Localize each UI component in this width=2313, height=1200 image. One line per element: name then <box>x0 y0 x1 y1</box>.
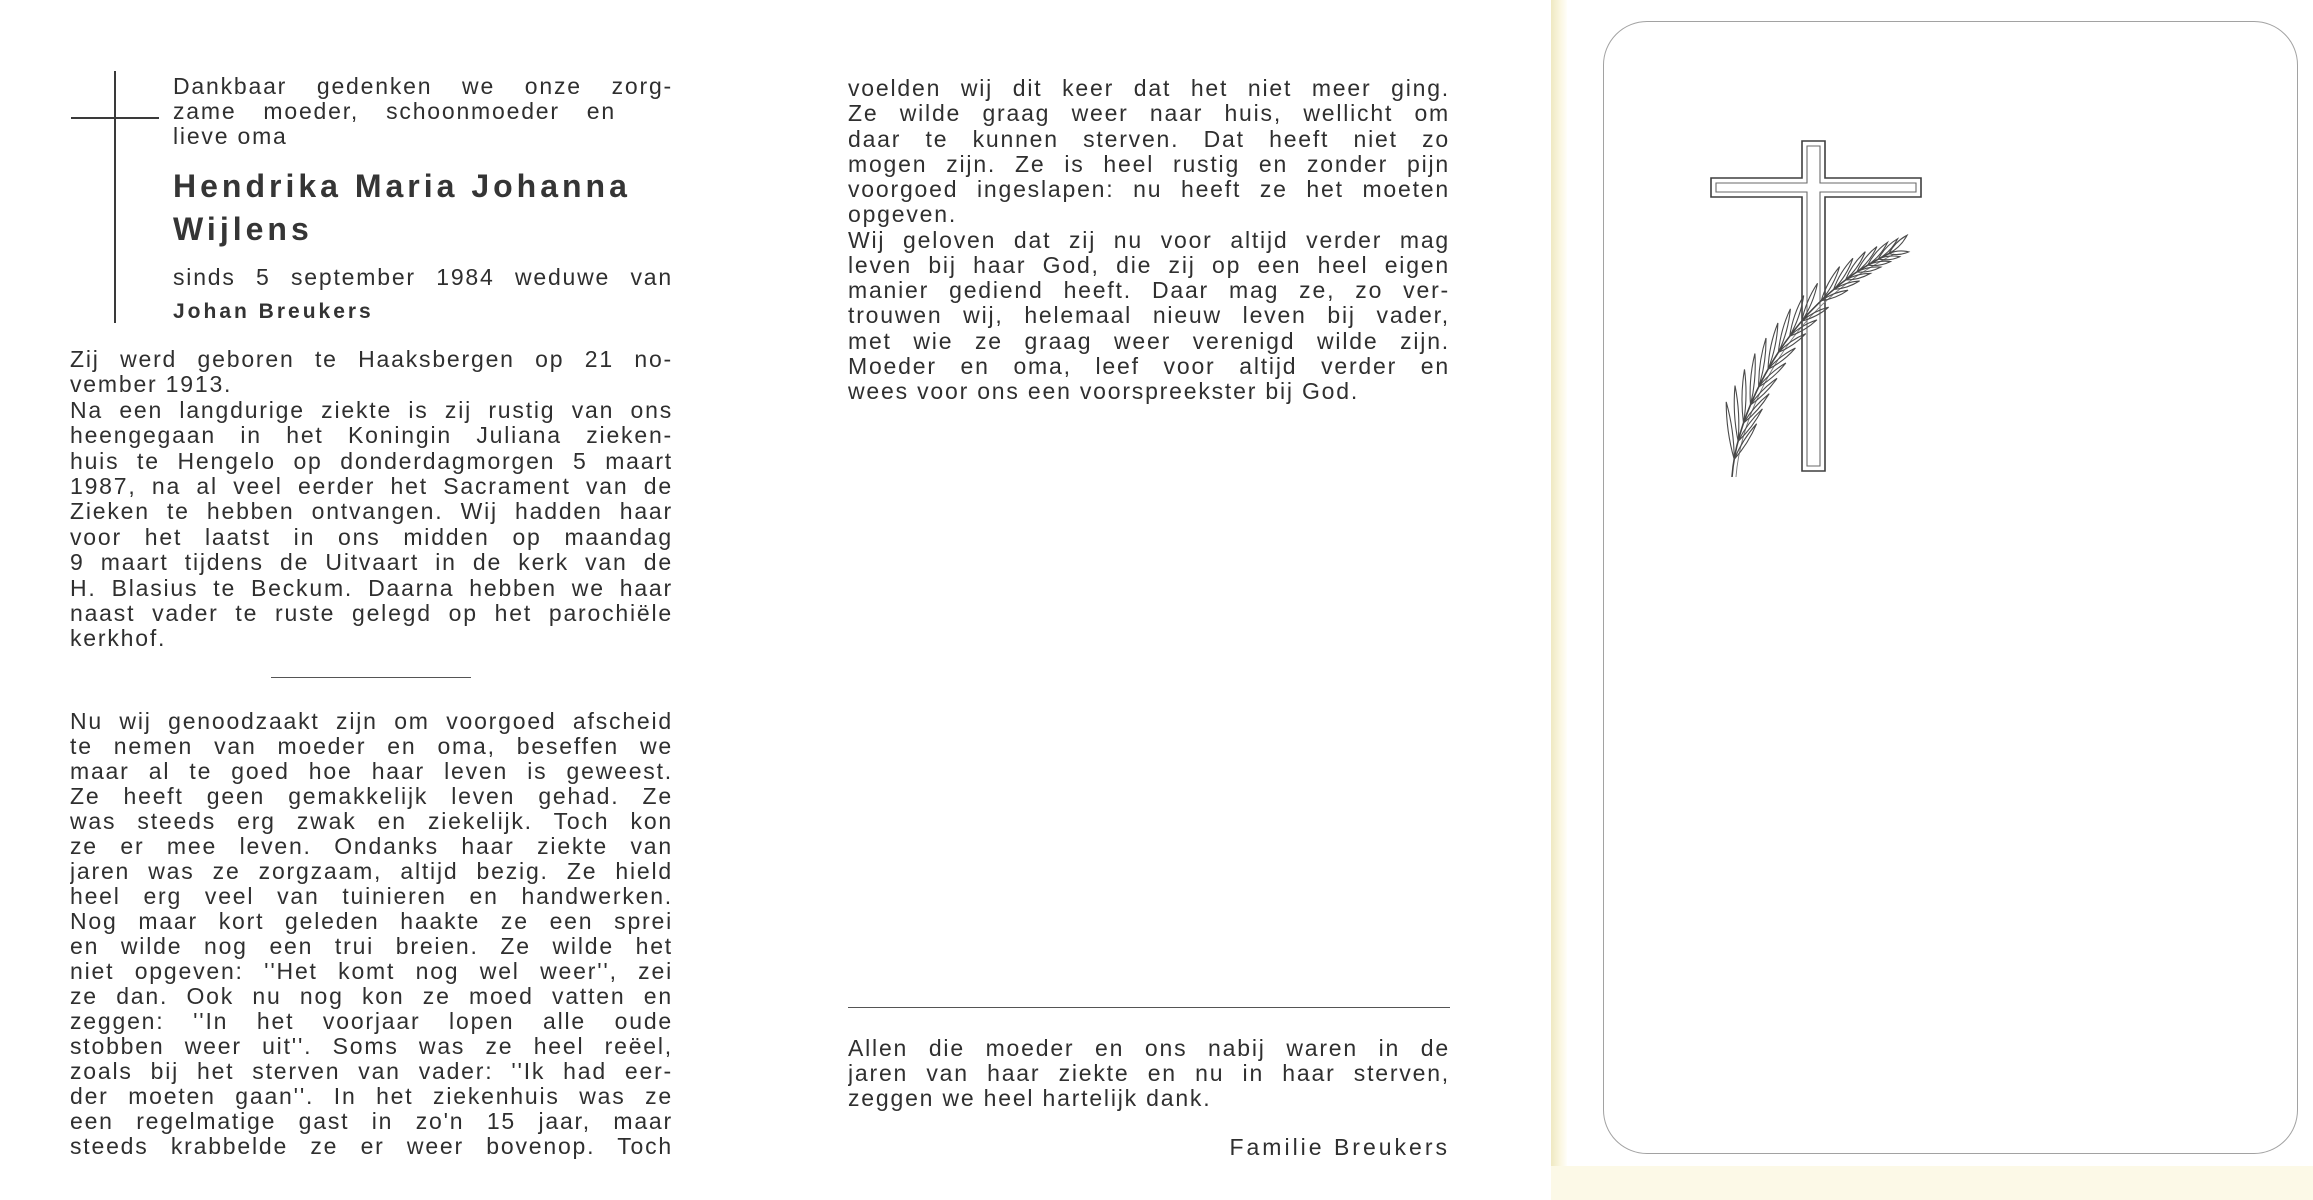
continuation-line: manier gediend heeft. Daar mag ze, zo ver- <box>848 278 1450 303</box>
deceased-name-line: Wijlens <box>173 211 313 247</box>
widow-line: sinds 5 september 1984 weduwe van <box>173 265 673 290</box>
continuation-line: wees voor ons een voorspreekster bij God. <box>848 379 1360 404</box>
palm-leaf <box>1778 309 1790 353</box>
intro-line: Dankbaar gedenken we onze zorg- <box>173 74 673 99</box>
biography-line: 1987, na al veel eerder het Sacrament van de <box>70 473 673 499</box>
farewell-line: ze dan. Ook nu nog kon ze moed vatten en <box>70 984 673 1009</box>
thanks-divider <box>848 1007 1450 1008</box>
paper-bottom-edge <box>1551 1166 2313 1200</box>
thanks-paragraph <box>848 1036 1450 1111</box>
continuation-line: Moeder en oma, leef voor altijd verder en <box>848 353 1450 379</box>
palm-leaf <box>1726 402 1734 460</box>
farewell-line: zeggen: ''In het voorjaar lopen alle oude <box>70 1009 673 1034</box>
farewell-paragraph <box>70 709 673 1159</box>
biography-paragraph <box>70 347 673 652</box>
biography-line: 9 maart tijdens de Uitvaart in de kerk van de <box>70 550 673 576</box>
farewell-line: ze er mee leven. Ondanks haar ziekte van <box>70 834 673 859</box>
paper-edge <box>1551 0 1567 1200</box>
biography-line: Zij werd geboren te Haaksbergen op 21 no- <box>70 347 673 372</box>
continuation-paragraph <box>848 76 1450 404</box>
farewell-line: te nemen van moeder en oma, beseffen we <box>70 734 673 759</box>
thanks-line: Allen die moeder en ons nabij waren in de <box>848 1036 1450 1061</box>
continuation-line: voorgoed ingeslapen: nu heeft ze het moeten <box>848 177 1450 202</box>
continuation-line: daar te kunnen sterven. Dat heeft niet zo <box>848 126 1450 152</box>
farewell-line: der moeten gaan''. In het ziekenhuis was ze <box>70 1084 673 1109</box>
continuation-line: Ze wilde graag weer naar huis, wellicht om <box>848 101 1450 127</box>
farewell-line: was steeds erg zwak en ziekelijk. Toch kon <box>70 809 673 834</box>
palm-leaf <box>1742 369 1746 423</box>
thanks-line: jaren van haar ziekte en nu in haar sterven, <box>848 1061 1450 1086</box>
section-divider <box>271 677 471 678</box>
farewell-line: Nu wij genoodzaakt zijn om voorgoed afscheid <box>70 709 673 734</box>
biography-line: naast vader te ruste gelegd op het parochiële <box>70 600 673 626</box>
continuation-line: leven bij haar God, die zij op een heel eigen <box>848 252 1450 278</box>
continuation-line: Wij geloven dat zij nu voor altijd verder mag <box>848 227 1450 253</box>
continuation-line: voelden wij dit keer dat het niet meer ging. <box>848 76 1450 101</box>
continuation-line: met wie ze graag weer verenigd wilde zijn. <box>848 328 1450 354</box>
family-signature: Familie Breukers <box>1229 1134 1450 1160</box>
widow-text <box>173 265 673 290</box>
farewell-line: heel erg veel van tuinieren en handwerken. <box>70 884 673 909</box>
farewell-line: jaren was ze zorgzaam, altijd bezig. Ze hield <box>70 859 673 884</box>
intro-line: lieve oma <box>173 124 288 149</box>
continuation-line: opgeven. <box>848 202 958 228</box>
biography-line: Zieken te hebben ontvangen. Wij hadden haar <box>70 499 673 525</box>
biography-line: heengegaan in het Koningin Juliana zieken- <box>70 423 673 449</box>
biography-line: huis te Hengelo op donderdagmorgen 5 maart <box>70 448 673 474</box>
biography-line: vember 1913. <box>70 372 233 398</box>
biography-line: Na een langdurige ziekte is zij rustig van ons <box>70 397 673 423</box>
palm-leaf <box>1734 386 1739 442</box>
deceased-name <box>173 165 713 251</box>
farewell-line: Nog maar kort geleden haakte ze een sprei <box>70 909 673 934</box>
farewell-line: niet opgeven: ''Het komt nog wel weer'', zei <box>70 959 673 984</box>
mourning-cross-vertical <box>114 71 116 323</box>
mourning-cross-horizontal <box>71 117 159 119</box>
intro-text <box>173 74 673 149</box>
farewell-line: en wilde nog een trui breien. Ze wilde het <box>70 934 673 959</box>
thanks-line: zeggen we heel hartelijk dank. <box>848 1086 1212 1111</box>
continuation-line: trouwen wij, helemaal nieuw leven bij vader, <box>848 303 1450 329</box>
biography-line: kerkhof. <box>70 626 167 652</box>
farewell-line: maar al te goed hoe haar leven is geweest. <box>70 759 673 784</box>
cross-with-palm-illustration <box>1690 130 1940 490</box>
biography-line: H. Blasius te Beckum. Daarna hebben we haar <box>70 575 673 601</box>
farewell-line: stobben weer uit''. Soms was ze heel reëel, <box>70 1034 673 1059</box>
continuation-line: mogen zijn. Ze is heel rustig en zonder pijn <box>848 151 1450 177</box>
farewell-line: Ze heeft geen gemakkelijk leven gehad. Ze <box>70 784 673 809</box>
deceased-name-line: Hendrika Maria Johanna <box>173 168 631 204</box>
farewell-line: zoals bij het sterven van vader: ''Ik had eer- <box>70 1059 673 1084</box>
farewell-line: steeds krabbelde ze er weer bovenop. Toch <box>70 1134 673 1159</box>
palm-leaf <box>1868 261 1891 265</box>
husband-name: Johan Breukers <box>173 300 374 323</box>
farewell-line: een regelmatige gast in zo'n 15 jaar, maar <box>70 1109 673 1134</box>
biography-line: voor het laatst in ons midden op maandag <box>70 524 673 550</box>
intro-line: zame moeder, schoonmoeder en <box>173 99 616 124</box>
